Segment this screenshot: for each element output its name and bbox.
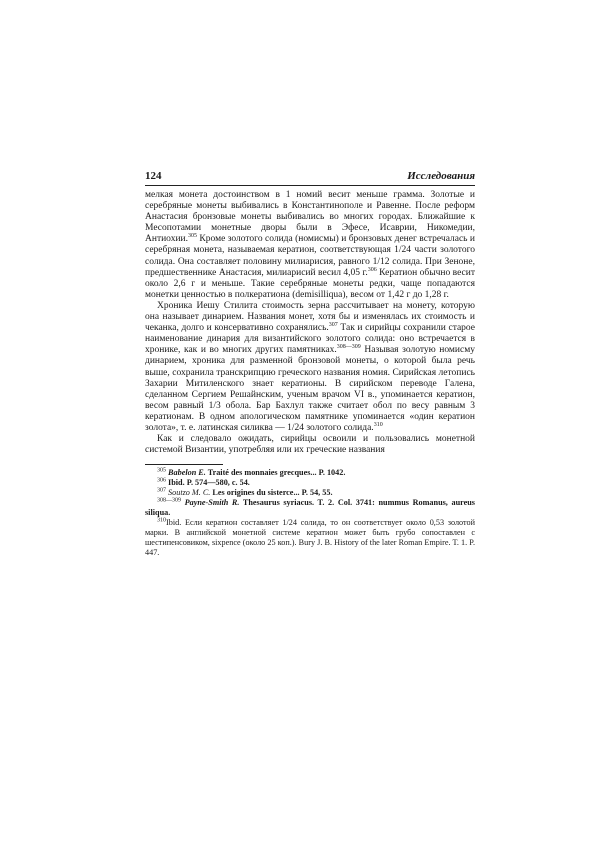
footnote-number: 307 [157, 487, 166, 494]
paragraph-2: Хроника Иешу Стилита стоимость зерна рассчитывает на монету, которую она называет динарием. Названия монет, хотя бы и изменялась их стоимость и чеканка, долго и консервативно сохранялись.$^{307}$ Так и сирийцы сохранили старое наименование динария для византийского золотого солида: оно встречается в хронике, как и во многих других памятниках.$^{308—309}$ Называя золотую номисму динарием, хроника для разменной бронзовой монеты, о которой была речь выше, сохранила транскрипцию греческого названия номия. Сирийская летопись Захарии Митиленского знает кератионы. В сирийском переводе Галена, сделанном Сергием Решайнским, ученым врачом VI в., упоминается кератион, весом равный 1/3 обола. Бар Бахлул также считает обол по весу равным 3 кератионам. В одном апологическом памятнике упоминается «один кератион золота», т. е. латинская силиква — 1/24 золотого солида.$^{310}$ [145, 300, 476, 433]
footnotes [145, 468, 475, 558]
footnote-number: 310 [157, 517, 166, 524]
main-text [145, 190, 475, 456]
footnote: $^{307}$ Soutzo M. C. Les origines du sisterce... P. 54, 55. [157, 487, 333, 498]
footnote: $^{306}$ Ibid. P. 574—580, c. 54. [157, 477, 250, 488]
footnote-ref[interactable]: 306 [367, 266, 377, 273]
footnote-ref[interactable]: 305 [188, 233, 197, 240]
footnote-number: 306 [157, 477, 166, 484]
paragraph-3: Как и следовало ожидать, сирийцы освоили и пользовались монетной системой Византии, употребляя или их греческие названия [145, 434, 475, 456]
footnote-number: 305 [157, 467, 166, 474]
footnote: $^{310}$Ibid. Если кератион составляет 1/24 солида, то он соответствует около 0,53 золотой марки. В английской монетной системе кератион может быть грубо сопоставлен с шестипенсовиком, sixpence (около 25 коп.). Bury J. B. History of the later Roman Empire. T. 1. P. 447. [145, 517, 475, 558]
book-page [145, 170, 475, 558]
page-number: 124 [145, 170, 162, 182]
running-header [145, 170, 475, 186]
footnote-ref[interactable]: 307 [328, 321, 338, 328]
footnote: $^{308—309}$ Payne-Smith R. Thesaurus syriacus. T. 2. Col. 3741: nummus Romanus, aureus siliqua. [145, 497, 475, 518]
footnote-ref[interactable]: 310 [373, 421, 383, 428]
footnote: $^{305}$ Babelon E. Traité des monnaies grecques... P. 1042. [157, 467, 346, 478]
footnote-number: 308—309 [157, 497, 181, 504]
paragraph-1: мелкая монета достоинством в 1 номий весит меньше грамма. Золотые и серебряные монеты выбивались в Константинополе и Равенне. После реформ Анастасия бронзовые монеты выбивались во многих городах. Ближайшие к Месопотамии монетные дворы были в Эфесе, Исаврии, Никомедии, Антиохии.$^{305}$ Кроме золотого солида (номисмы) и бронзовых денег встречалась и серебряная монета, называемая кератион, соответствующая 1/24 части золотого солида. Она составляет половину милиарисия, равного 1/12 солида. При Зеноне, предшественнике Анастасия, милиарисий весил 4,05 г.$^{306}$ Кератион обычно весит около 2,6 г и меньше. Такие серебряные монеты редки, чаще попадаются монетки ценностью в полкератиона (demisilliqua), весом от 1,42 г до 1,28 г. [145, 190, 475, 300]
footnote-ref[interactable]: 308—309 [336, 344, 361, 351]
footnote-separator [145, 464, 223, 465]
running-title: Исследования [407, 170, 475, 182]
